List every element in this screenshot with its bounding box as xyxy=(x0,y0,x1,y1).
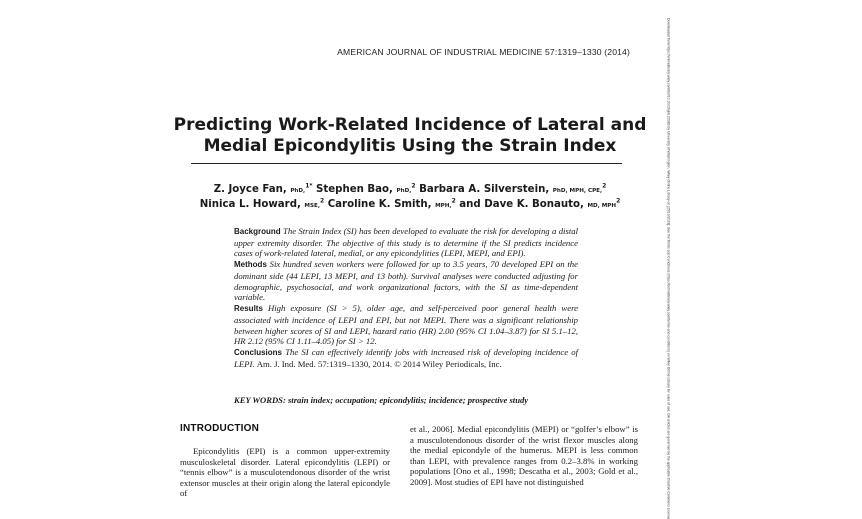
background-text: The Strain Index (SI) has been developed to evaluate the risk for developing a distal upper extremity disorder. The objective of this study is to determine if the SI predicts incidence cases of work-related lateral, medial, or any epicondylities (LEPI, MEPI, and EPI). xyxy=(234,226,579,259)
author: Z. Joyce Fan, PhD,$^{1*}$ xyxy=(213,182,313,195)
keywords: KEY WORDS: strain index; occupation; epicondylitis; incidence; prospective study xyxy=(234,395,529,405)
author: Barbara A. Silverstein, PhD, MPH, CPE,$^2$ xyxy=(419,182,607,195)
methods-label: Methods xyxy=(234,260,267,270)
author-line-1 xyxy=(150,183,670,198)
abstract-background xyxy=(234,226,578,259)
abstract-citation: Am. J. Ind. Med. 57:1319–1330, 2014. © 2014 Wiley Periodicals, Inc. xyxy=(256,358,502,369)
author: Ninica L. Howard, MSE,$^2$ xyxy=(199,197,325,210)
author: and Dave K. Bonauto, MD, MPH$^2$ xyxy=(459,197,621,210)
introduction-heading: INTRODUCTION xyxy=(180,423,260,434)
methods-text: Six hundred seven workers were followed for up to 3.5 years, 70 developed EPI on the dominant side (44 LEPI, 13 MEPI, and 13 both). Survival analyses were conducted adjusting for demographic, psychosocial, and work organizational factors, with the SI as time-dependent variable. xyxy=(234,259,578,303)
article-title xyxy=(150,115,670,157)
title-line-2: Medial Epicondylitis Using the Strain Index xyxy=(203,136,617,156)
introduction-right-column: et al., 2006]. Medial epicondylitis (MEPI) or “golfer’s elbow” is a musculotendonous disorder of the wrist flexor muscles along the medial epicondyle of the humerus. MEPI is less common than LEPI, with prevalence ranges from 0.2–3.8% in working populations [Ono et al., 1998; Descatha et al., 2003; Gold et al., 2009]. Most studies of EPI have not distinguished xyxy=(410,424,638,487)
download-notice: Downloaded from https://onlinelibrary.wiley.com/doi/10.1002/ajim.22383 by University of Washington, Wiley Online Library on [25/10/2023]. See the Terms and Conditions (https://onlinelibrary.wiley.com/terms-and-conditions) on Wiley Online Library for rules of use; OA articles are governed by the applicable Creative Commons License xyxy=(666,18,671,519)
abstract-methods xyxy=(234,259,578,302)
introduction-left-column: Epicondylitis (EPI) is a common upper-extremity musculoskeletal disorder. Lateral epicondylitis (LEPI) or “tennis elbow” is a musculotendonous disorder of the wrist extensor muscles at their origin along the lateral epicondyle of xyxy=(180,446,390,499)
results-text: High exposure (SI > 5), older age, and self-perceived poor general health were associated with incidence of LEPI and EPI, but not MEPI. There was a significant relationship between higher scores of SI and LEPI, hazard ratio (HR) 2.00 (95% CI 1.04–3.87) for SI 5.1–12, HR 2.12 (95% CI 1.11–4.05) for SI > 12. xyxy=(234,303,578,347)
author-list xyxy=(150,183,670,213)
author-line-2 xyxy=(150,198,670,213)
title-divider xyxy=(191,163,622,164)
title-line-1: Predicting Work-Related Incidence of Lateral and xyxy=(173,115,647,135)
author: Caroline K. Smith, MPH,$^2$ xyxy=(327,197,456,210)
conclusions-text: The SI can effectively identify jobs with increased risk of developing incidence of LEPI. xyxy=(234,347,579,369)
side-watermark xyxy=(665,18,671,519)
abstract xyxy=(234,226,578,370)
conclusions-label: Conclusions xyxy=(234,348,283,358)
abstract-conclusions xyxy=(234,347,578,369)
author: Stephen Bao, PhD,$^2$ xyxy=(316,182,416,195)
results-label: Results xyxy=(234,304,263,314)
background-label: Background xyxy=(234,227,281,236)
abstract-results xyxy=(234,303,578,346)
journal-header: AMERICAN JOURNAL OF INDUSTRIAL MEDICINE 57:1319–1330 (2014) xyxy=(337,47,630,57)
